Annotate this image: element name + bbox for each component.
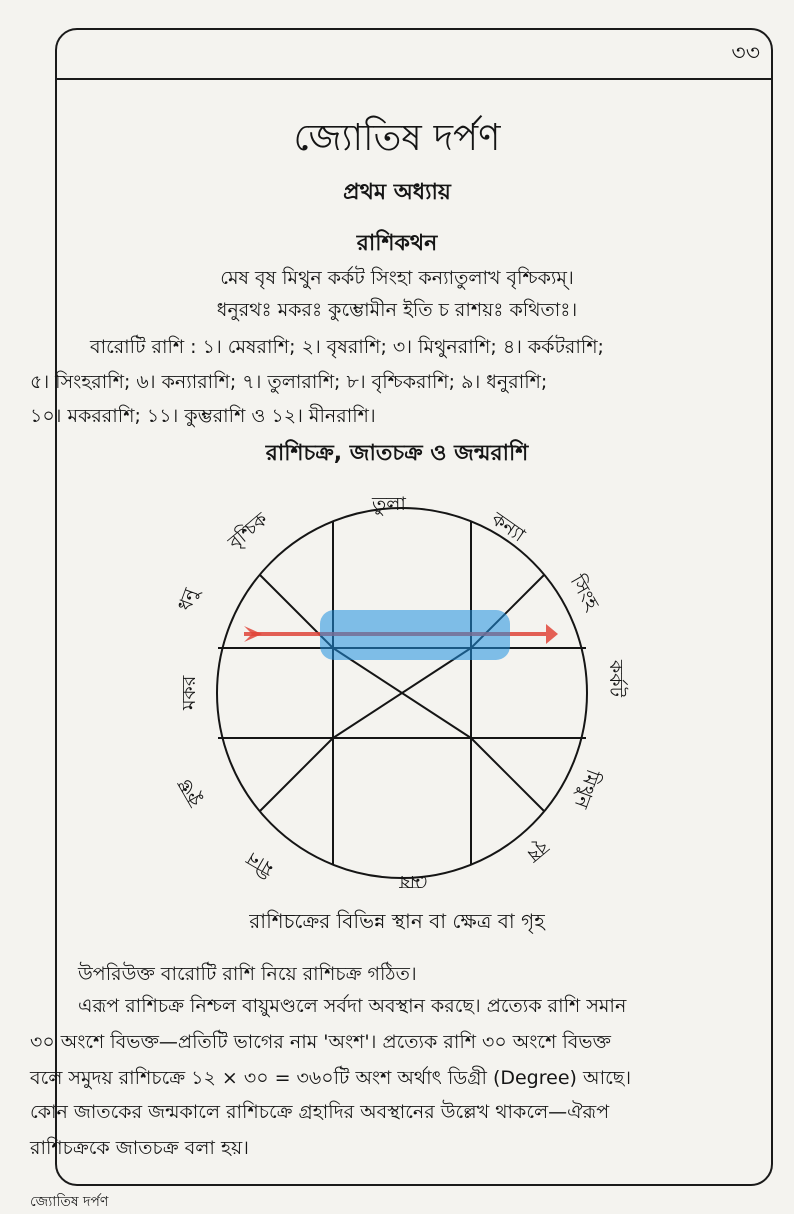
chart-subheading: রাশিচক্র, জাতচক্র ও জন্মরাশি (265, 441, 529, 466)
paragraph-line: উপরিউক্ত বারোটি রাশি নিয়ে রাশিচক্র গঠিত। (78, 963, 417, 985)
verse-line: মেষ বৃষ মিথুন কর্কট সিংহা কন্যাতুলাখ বৃশ্চিক্যম্। (220, 267, 574, 289)
chart-caption: রাশিচক্রের বিভিন্ন স্থান বা ক্ষেত্র বা গৃহ (249, 909, 545, 933)
zodiac-list-line: বারোটি রাশি : ১। মেষরাশি; ২। বৃষরাশি; ৩। মিথুনরাশি; ৪। কর্কটরাশি; (90, 336, 604, 358)
sign-label-left-lower: কুম্ভ (173, 774, 207, 811)
header-rule (57, 78, 771, 80)
zodiac-list-line: ১০। মকররাশি; ১১। কুম্ভরাশি ও ১২। মীনরাশি। (30, 405, 376, 427)
sign-label-bottom-right: বৃষ (522, 836, 553, 867)
chart-line (260, 738, 333, 811)
paragraph-line: বলে সমুদয় রাশিচক্রে ১২ × ৩০ = ৩৬০টি অংশ অর্থাৎ ডিগ্রী (Degree) আছে। (30, 1067, 632, 1089)
sign-label-bottom-left: মীন (242, 847, 278, 880)
book-title: জ্যোতিষ দর্পণ (293, 116, 501, 159)
footer-text: জ্যোতিষ দর্পণ (30, 1194, 109, 1210)
sign-label-left-upper: ধনু (174, 585, 203, 614)
page-number: ৩৩ (731, 41, 760, 66)
chart-line (471, 738, 544, 811)
verse-line: ধনুরথঃ মকরঃ কুম্ভোমীন ইতি চ রাশয়ঃ কথিতাঃ। (216, 299, 578, 321)
paragraph-line: কোন জাতকের জন্মকালে রাশিচক্রে গ্রহাদির অবস্থানের উল্লেখ থাকলে—ঐরূপ (30, 1101, 610, 1123)
sign-label-bottom: মেষ (399, 871, 428, 893)
paragraph-line: রাশিচক্রকে জাতচক্র বলা হয়। (30, 1137, 249, 1159)
watermark-logo (240, 596, 560, 676)
sign-label-top-right: কন্যা (487, 508, 529, 547)
paragraph-line: ৩০ অংশে বিভক্ত—প্রতিটি ভাগের নাম 'অংশ'। প্রত্যেক রাশি ৩০ অংশে বিভক্ত (30, 1031, 611, 1053)
sign-label-right-lower: মিথুন (569, 766, 604, 812)
sign-label-right: কর্কট (605, 660, 627, 697)
sign-label-left: মকর (178, 675, 200, 710)
section-heading: রাশিকথন (356, 231, 438, 256)
zodiac-list-line: ৫। সিংহরাশি; ৬। কন্যারাশি; ৭। তুলারাশি; ৮। বৃশ্চিকরাশি; ৯। ধনুরাশি; (30, 371, 548, 393)
zodiac-chart (140, 480, 660, 900)
sign-label-top: তুলা (372, 493, 406, 515)
paragraph-line: এরূপ রাশিচক্র নিশ্চল বায়ুমণ্ডলে সর্বদা অবস্থান করছে। প্রত্যেক রাশি সমান (78, 995, 627, 1017)
sign-label-right-upper: সিংহ (565, 571, 603, 614)
chart-wheel (217, 508, 587, 878)
sign-label-top-left: বৃশ্চিক (224, 508, 273, 554)
chapter-heading: প্রথম অধ্যায় (343, 180, 451, 205)
